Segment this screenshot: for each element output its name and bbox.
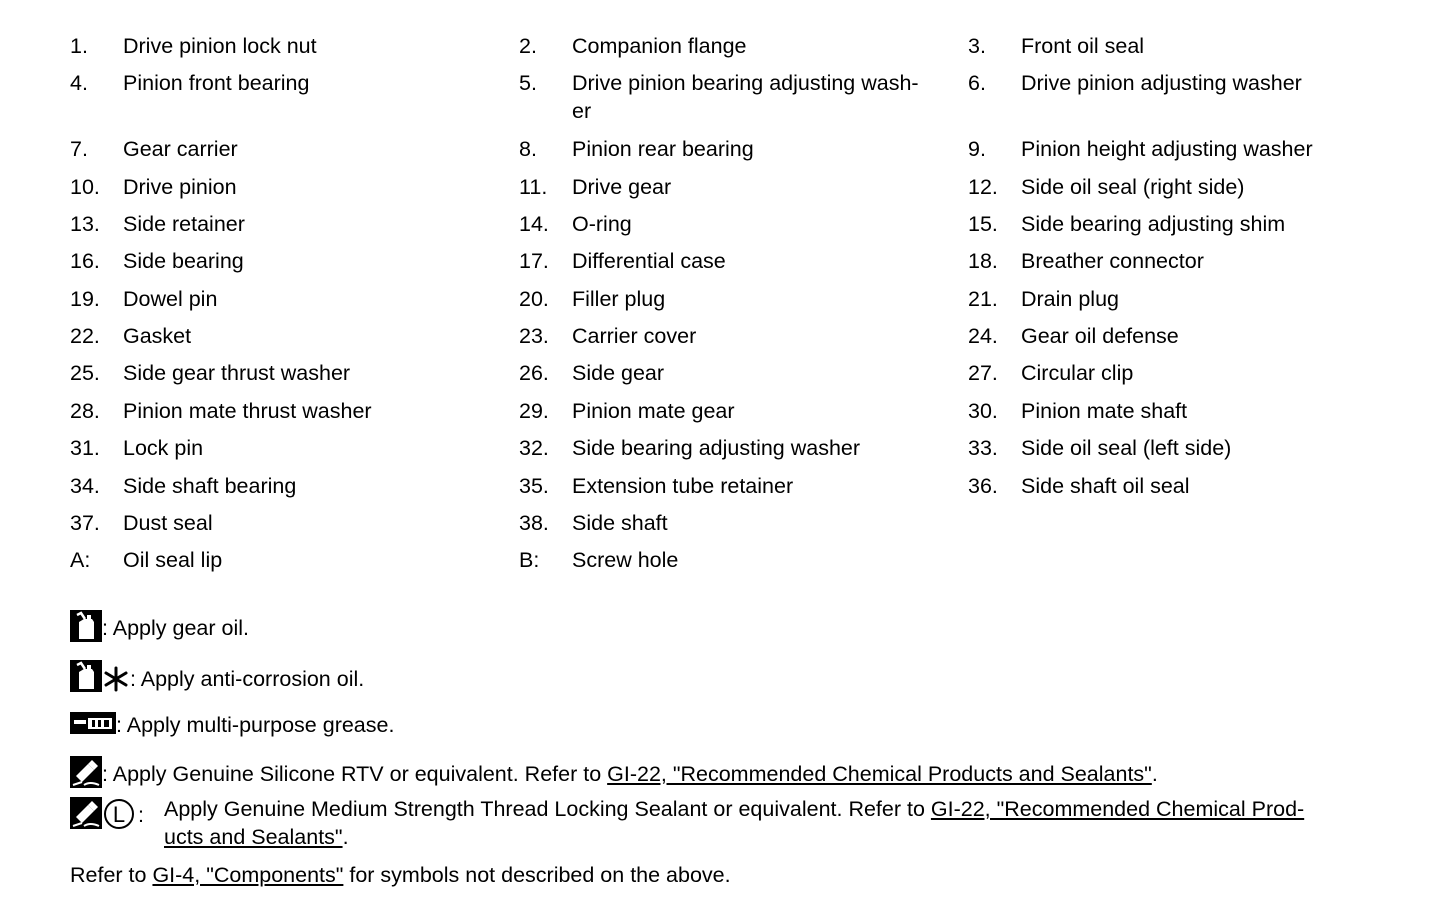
- item-number: 22.: [70, 324, 100, 348]
- item-label: O-ring: [572, 212, 632, 236]
- sealant-tube-icon: [70, 756, 102, 795]
- grease-gun-icon: [70, 712, 116, 741]
- item-number: 31.: [70, 436, 100, 460]
- item-label: Side bearing: [123, 249, 244, 273]
- item-number: 26.: [519, 361, 549, 385]
- item-label: Oil seal lip: [123, 548, 223, 572]
- item-number: 1.: [70, 34, 88, 58]
- item-label: Dowel pin: [123, 287, 218, 311]
- item-label: Gear oil defense: [1021, 324, 1179, 348]
- item-number: 17.: [519, 249, 549, 273]
- note-thread-locking: [164, 795, 1409, 851]
- item-number: 4.: [70, 71, 88, 95]
- oil-can-icon: [70, 610, 102, 649]
- item-label: Drive pinion adjusting washer: [1021, 71, 1302, 95]
- note-colon: :: [138, 803, 144, 828]
- item-number: 12.: [968, 175, 998, 199]
- item-number: 18.: [968, 249, 998, 273]
- item-label: Side shaft bearing: [123, 474, 297, 498]
- item-number: 14.: [519, 212, 549, 236]
- item-label: Filler plug: [572, 287, 666, 311]
- item-number: 30.: [968, 399, 998, 423]
- item-label: Companion flange: [572, 34, 747, 58]
- gi-4-components-link[interactable]: GI-4, "Components": [152, 863, 344, 887]
- note-anti-corrosion: [70, 660, 364, 701]
- item-label: Breather connector: [1021, 249, 1204, 273]
- note-text: Refer to: [70, 863, 153, 887]
- item-label: Pinion mate thrust washer: [123, 399, 372, 423]
- item-label: Lock pin: [123, 436, 204, 460]
- item-number: B:: [519, 548, 540, 572]
- item-label: Side gear: [572, 361, 665, 385]
- item-number: 6.: [968, 71, 986, 95]
- item-label: Side bearing adjusting shim: [1021, 212, 1286, 236]
- item-label-line-2: er: [572, 99, 592, 123]
- item-label: Pinion mate gear: [572, 399, 735, 423]
- item-label: Gasket: [123, 324, 192, 348]
- item-number: 19.: [70, 287, 100, 311]
- item-label: Pinion mate shaft: [1021, 399, 1188, 423]
- item-label: Drain plug: [1021, 287, 1119, 311]
- item-label: Pinion rear bearing: [572, 137, 754, 161]
- note-thread-locking-icons: [70, 796, 144, 837]
- note-text: : Apply anti-corrosion oil.: [130, 667, 365, 692]
- item-label: Extension tube retainer: [572, 474, 794, 498]
- item-number: A:: [70, 548, 91, 572]
- item-number: 9.: [968, 137, 986, 161]
- link-line-2: ucts and Sealants": [164, 825, 343, 849]
- item-label: Side retainer: [123, 212, 245, 236]
- item-label: Screw hole: [572, 548, 679, 572]
- gi-22-reference-link[interactable]: GI-22, "Recommended Chemical Products and Sealants": [607, 762, 1152, 787]
- link-line-1: GI-22, "Recommended Chemical Prod-: [930, 797, 1305, 821]
- item-number: 21.: [968, 287, 998, 311]
- item-label: [572, 69, 919, 125]
- item-label: Differential case: [572, 249, 726, 273]
- item-label: Side bearing adjusting washer: [572, 436, 861, 460]
- note-grease: [70, 711, 394, 741]
- sealant-lock-icon: [70, 796, 138, 837]
- item-label: Drive pinion: [123, 175, 237, 199]
- item-number: 16.: [70, 249, 100, 273]
- item-number: 25.: [70, 361, 100, 385]
- item-number: 38.: [519, 511, 549, 535]
- item-number: 32.: [519, 436, 549, 460]
- item-label: Gear carrier: [123, 137, 238, 161]
- item-label: Pinion height adjusting washer: [1021, 137, 1313, 161]
- item-number: 3.: [968, 34, 986, 58]
- item-number: 10.: [70, 175, 100, 199]
- note-text: : Apply Genuine Silicone RTV or equivalent. Refer to: [102, 762, 608, 787]
- item-number: 33.: [968, 436, 998, 460]
- item-label: Front oil seal: [1021, 34, 1145, 58]
- item-number: 23.: [519, 324, 549, 348]
- item-number: 34.: [70, 474, 100, 498]
- item-label: Side shaft: [572, 511, 668, 535]
- item-label: Carrier cover: [572, 324, 697, 348]
- item-number: 36.: [968, 474, 998, 498]
- item-number: 20.: [519, 287, 549, 311]
- item-number: 37.: [70, 511, 100, 535]
- item-number: 2.: [519, 34, 537, 58]
- item-number: 29.: [519, 399, 549, 423]
- note-silicone-rtv: [70, 756, 1158, 795]
- item-label: Drive pinion lock nut: [123, 34, 317, 58]
- note-text: : Apply gear oil.: [102, 616, 250, 641]
- item-label: Side oil seal (right side): [1021, 175, 1245, 199]
- item-number: 28.: [70, 399, 100, 423]
- item-label: Circular clip: [1021, 361, 1134, 385]
- note-text: Apply Genuine Medium Strength Thread Locking Sealant or equivalent. Refer to: [164, 797, 931, 821]
- item-number: 24.: [968, 324, 998, 348]
- item-label: Side gear thrust washer: [123, 361, 351, 385]
- item-label: Pinion front bearing: [123, 71, 310, 95]
- note-text-suffix: for symbols not described on the above.: [343, 863, 731, 887]
- item-number: 7.: [70, 137, 88, 161]
- note-period: .: [1151, 762, 1158, 787]
- item-number: 13.: [70, 212, 100, 236]
- note-refer-components: [70, 861, 731, 889]
- note-text: : Apply multi-purpose grease.: [116, 713, 395, 737]
- item-number: 8.: [519, 137, 537, 161]
- note-gear-oil: [70, 610, 249, 649]
- item-label: Side shaft oil seal: [1021, 474, 1190, 498]
- note-period: .: [342, 825, 349, 849]
- item-label: Dust seal: [123, 511, 213, 535]
- item-number: 35.: [519, 474, 549, 498]
- item-label-line-1: Drive pinion bearing adjusting wash-: [572, 71, 919, 95]
- item-number: 11.: [519, 175, 548, 199]
- svg-text:L: L: [112, 802, 126, 827]
- item-number: 15.: [968, 212, 998, 236]
- oil-can-asterisk-icon: [70, 660, 130, 701]
- item-label: Drive gear: [572, 175, 672, 199]
- item-number: 5.: [519, 71, 537, 95]
- item-label: Side oil seal (left side): [1021, 436, 1232, 460]
- item-number: 27.: [968, 361, 998, 385]
